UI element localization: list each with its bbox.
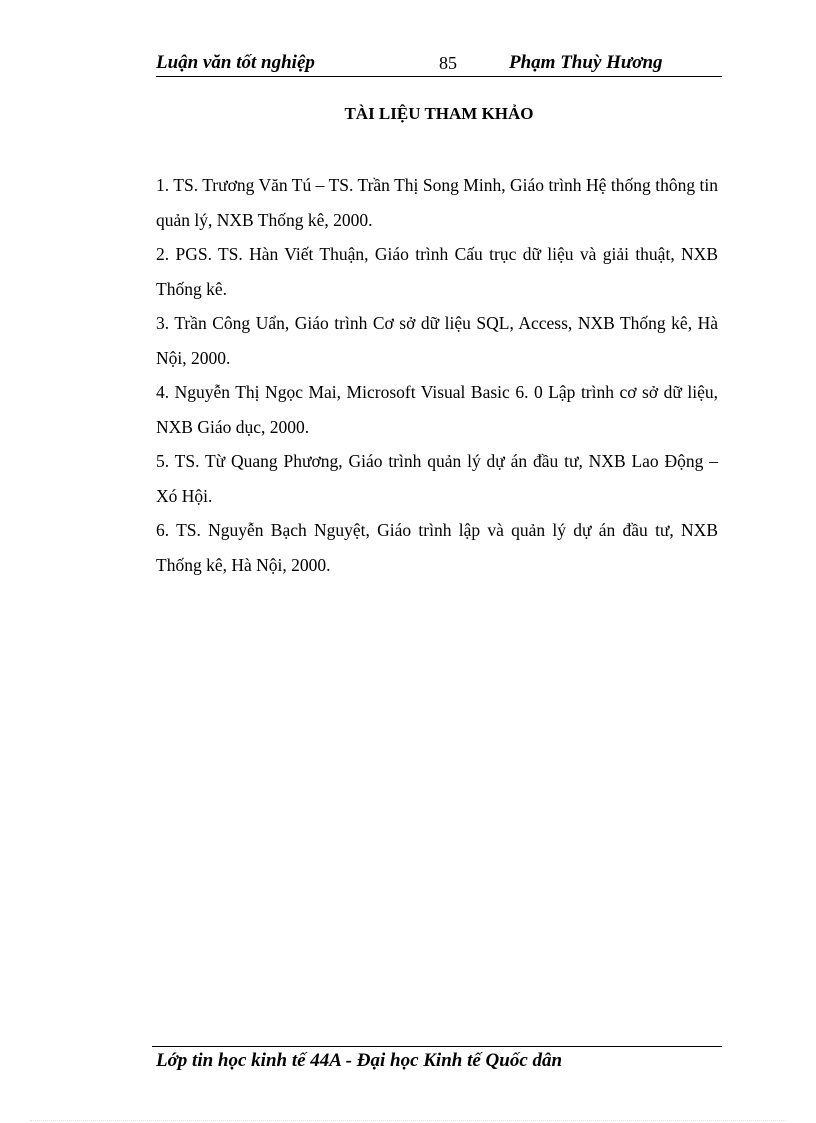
- header-author: Phạm Thuỳ Hương: [509, 52, 663, 73]
- reference-list: [156, 168, 718, 582]
- page-number: 85: [439, 53, 457, 73]
- page-header: [156, 50, 722, 77]
- page-footer: Lớp tin học kinh tế 44A - Đại học Kinh tế Quốc dân: [156, 1050, 563, 1071]
- footer-divider: [152, 1046, 722, 1047]
- page-bottom-edge: [30, 1120, 786, 1121]
- reference-item: 5. TS. Từ Quang Phương, Giáo trình quản lý dự án đầu tư, NXB Lao Động – Xó Hội.: [156, 451, 718, 506]
- header-thesis-label: Luận văn tốt nghiệp: [156, 52, 315, 73]
- reference-item: 1. TS. Trương Văn Tú – TS. Trần Thị Song Minh, Giáo trình Hệ thống thông tin quản lý, NXB Thống kê, 2000.: [156, 175, 718, 230]
- reference-item: 6. TS. Nguyễn Bạch Nguyệt, Giáo trình lập và quản lý dự án đầu tư, NXB Thống kê, Hà Nội, 2000.: [156, 520, 718, 575]
- section-title: TÀI LIỆU THAM KHẢO: [344, 104, 534, 123]
- reference-item: 2. PGS. TS. Hàn Viết Thuận, Giáo trình Cấu trục dữ liệu và giải thuật, NXB Thống kê.: [156, 244, 718, 299]
- reference-item: 3. Trần Công Uẩn, Giáo trình Cơ sở dữ liệu SQL, Access, NXB Thống kê, Hà Nội, 2000.: [156, 313, 718, 368]
- reference-item: 4. Nguyễn Thị Ngọc Mai, Microsoft Visual Basic 6. 0 Lập trình cơ sở dữ liệu, NXB Giáo dục, 2000.: [156, 382, 718, 437]
